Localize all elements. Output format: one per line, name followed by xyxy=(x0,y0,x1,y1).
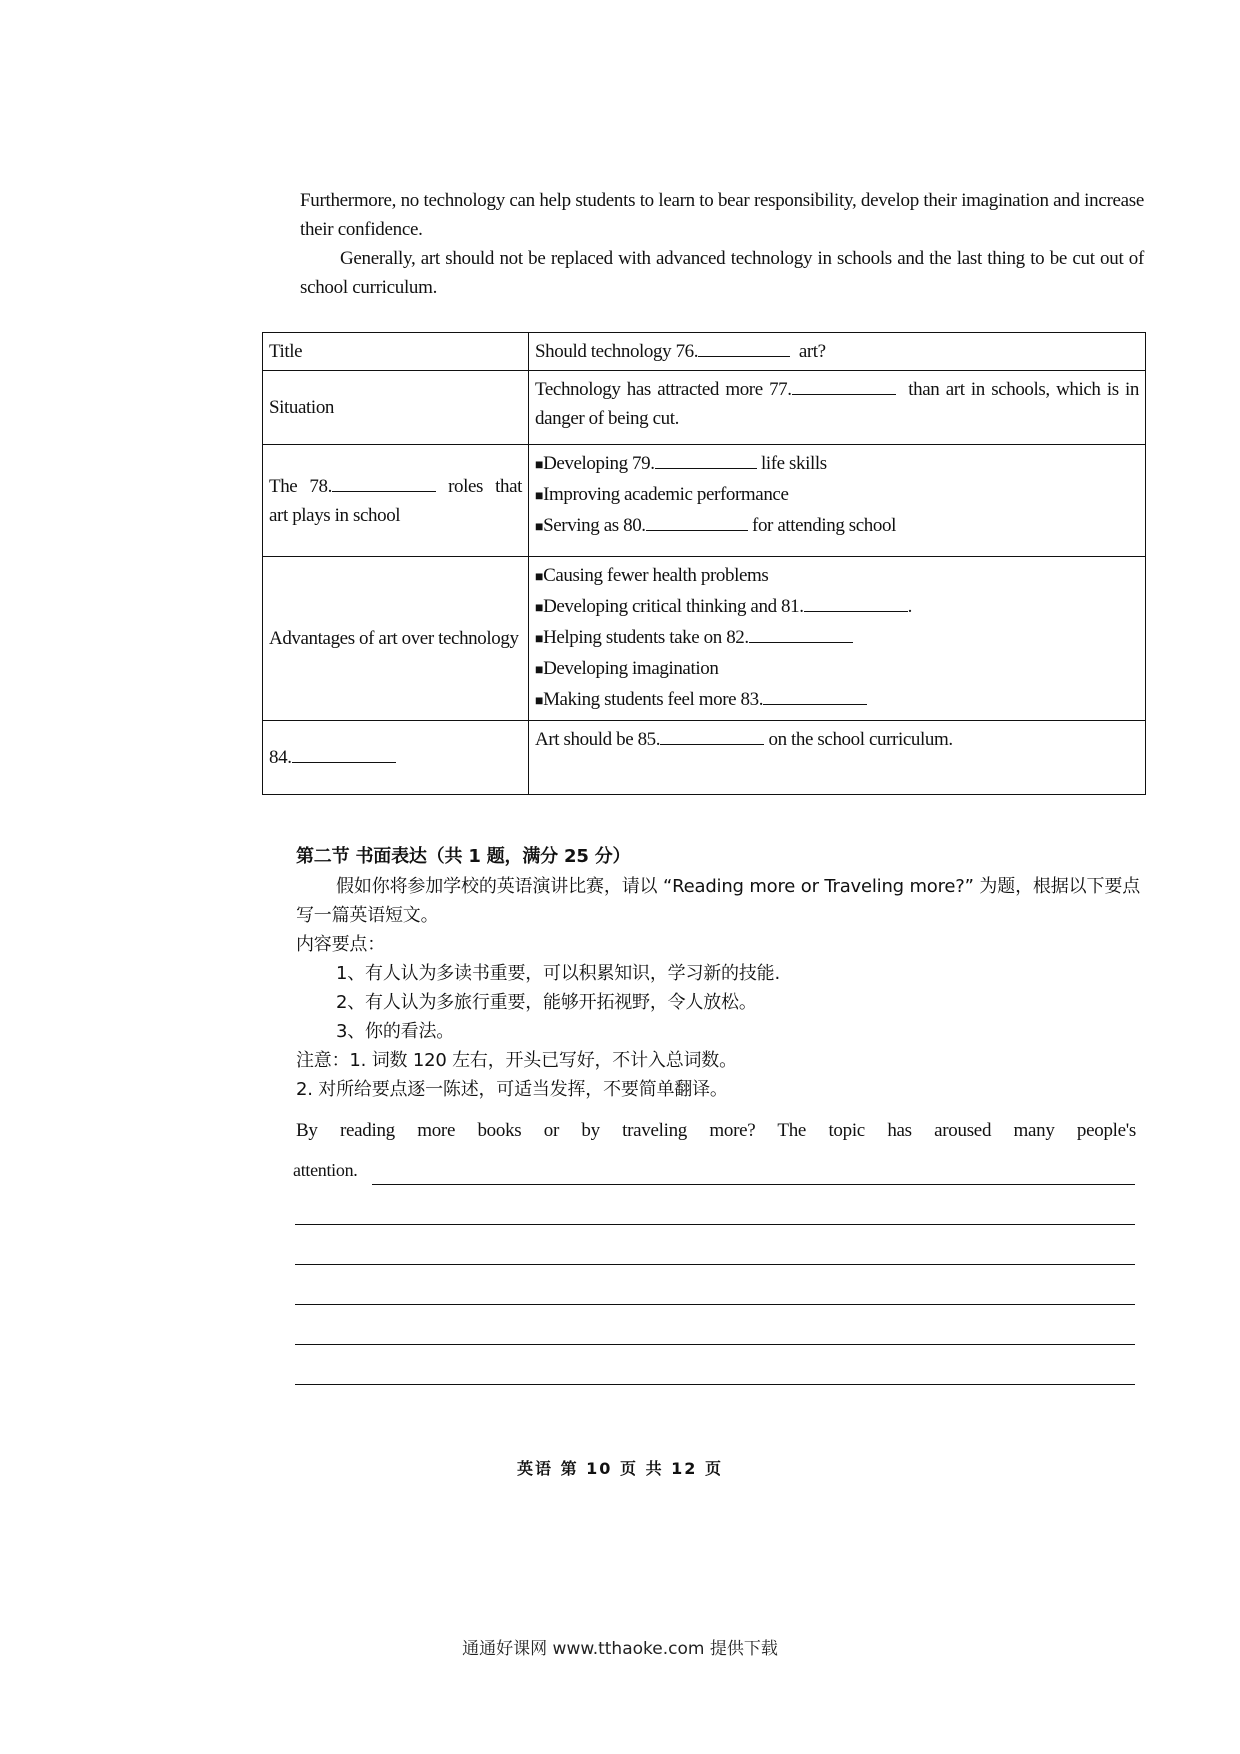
blank-84[interactable] xyxy=(292,744,396,763)
passage-text-1: Furthermore, no technology can help students to learn to bear responsibility, develop their imagination and increase their confidence. xyxy=(300,190,1144,240)
row-text: Should technology 76. xyxy=(535,341,699,362)
passage-paragraph-1 xyxy=(300,186,1144,244)
item-text: for attending school xyxy=(752,515,896,536)
summary-table xyxy=(262,332,1146,795)
item-text: Improving academic performance xyxy=(543,484,789,505)
bullet-icon: ■ xyxy=(535,632,544,647)
label-line-1: The 78. roles that xyxy=(269,472,522,501)
bullet-icon: ■ xyxy=(535,570,544,585)
row-text: Art should be 85. xyxy=(535,729,661,750)
writing-prompt: 假如你将参加学校的英语演讲比赛，请以 “Reading more or Traveling more?” 为题，根据以下要点写一篇英语短文。 xyxy=(296,876,1140,926)
writing-line[interactable] xyxy=(295,1304,1135,1305)
list-item xyxy=(535,561,1139,592)
row-content xyxy=(529,721,1146,795)
item-text: Making students feel more 83. xyxy=(543,689,764,710)
bullet-icon: ■ xyxy=(535,458,544,473)
opening-line-2: attention. xyxy=(293,1160,358,1180)
point-3: 3、你的看法。 xyxy=(336,1021,455,1042)
row-label xyxy=(263,721,529,795)
row-text: than art in schools, which is in danger of being cut. xyxy=(535,379,1139,429)
table-row-roles xyxy=(263,445,1146,557)
blank-82[interactable] xyxy=(749,624,853,643)
row-content xyxy=(529,371,1146,445)
writing-line[interactable] xyxy=(372,1184,1135,1185)
table-row-conclusion xyxy=(263,721,1146,795)
label-text: The 78. xyxy=(269,475,332,497)
list-item: ■Developing critical thinking and 81. . xyxy=(535,592,1139,623)
bullet-icon: ■ xyxy=(535,694,544,709)
passage-text-2: Generally, art should not be replaced with advanced technology in schools and the last thing to be cut out of school curriculum. xyxy=(300,248,1144,298)
label-line-2: art plays in school xyxy=(269,504,401,526)
row-content xyxy=(529,445,1146,557)
row-text: on the school curriculum. xyxy=(768,729,953,750)
points-label: 内容要点： xyxy=(296,934,385,955)
blank-85[interactable] xyxy=(660,726,764,745)
opening-line-1: By reading more books or by traveling more? The topic has aroused many people's xyxy=(296,1120,1136,1141)
row-label: Situation xyxy=(263,371,529,445)
item-text: Developing imagination xyxy=(543,658,719,679)
row-label xyxy=(263,445,529,557)
item-text: Causing fewer health problems xyxy=(543,565,769,586)
writing-line[interactable] xyxy=(295,1384,1135,1385)
list-item xyxy=(535,480,1139,511)
list-item xyxy=(535,511,1139,542)
item-text: life skills xyxy=(760,453,827,474)
list-item xyxy=(535,685,1139,716)
blank-78[interactable] xyxy=(332,473,436,492)
row-label: Advantages of art over technology xyxy=(263,557,529,721)
point-2: 2、有人认为多旅行重要，能够开拓视野，令人放松。 xyxy=(336,992,757,1013)
writing-line[interactable] xyxy=(295,1344,1135,1345)
blank-77[interactable] xyxy=(792,376,896,395)
blank-83[interactable] xyxy=(763,686,867,705)
list-item xyxy=(535,449,1139,480)
page-footer: 英语 第 10 页 共 12 页 xyxy=(517,1459,723,1478)
row-label: Title xyxy=(263,333,529,371)
item-text: Helping students take on 82. xyxy=(543,627,749,648)
writing-line[interactable] xyxy=(295,1264,1135,1265)
note-1: 注意：1. 词数 120 左右，开头已写好，不计入总词数。 xyxy=(296,1050,737,1071)
item-text: Developing 79. xyxy=(543,453,655,474)
list-item xyxy=(535,654,1139,685)
writing-line[interactable] xyxy=(295,1224,1135,1225)
table-row-advantages xyxy=(263,557,1146,721)
blank-79[interactable] xyxy=(655,450,757,469)
row-text: Technology has attracted more 77. xyxy=(535,379,792,400)
watermark: 通通好课网 www.tthaoke.com 提供下载 xyxy=(462,1639,778,1659)
section-heading-text: 第二节 书面表达（共 1 题，满分 25 分） xyxy=(296,846,631,867)
note-2: 2. 对所给要点逐一陈述，可适当发挥，不要简单翻译。 xyxy=(296,1079,728,1100)
label-text: 84. xyxy=(269,747,292,768)
blank-76[interactable] xyxy=(698,338,790,357)
row-content xyxy=(529,333,1146,371)
item-text: Developing critical thinking and 81. xyxy=(543,596,804,617)
bullet-icon: ■ xyxy=(535,489,544,504)
blank-81[interactable] xyxy=(804,593,908,612)
table-row-situation xyxy=(263,371,1146,445)
bullet-icon: ■ xyxy=(535,520,544,535)
list-item xyxy=(535,623,1139,654)
table-row-title xyxy=(263,333,1146,371)
row-text: art? xyxy=(798,341,826,362)
bullet-icon: ■ xyxy=(535,601,544,616)
blank-80[interactable] xyxy=(646,512,748,531)
item-text: Serving as 80. xyxy=(543,515,646,536)
passage-paragraph-2 xyxy=(300,244,1144,302)
bullet-icon: ■ xyxy=(535,663,544,678)
point-1: 1、有人认为多读书重要，可以积累知识，学习新的技能. xyxy=(336,963,780,984)
row-content xyxy=(529,557,1146,721)
section-heading xyxy=(296,842,630,871)
